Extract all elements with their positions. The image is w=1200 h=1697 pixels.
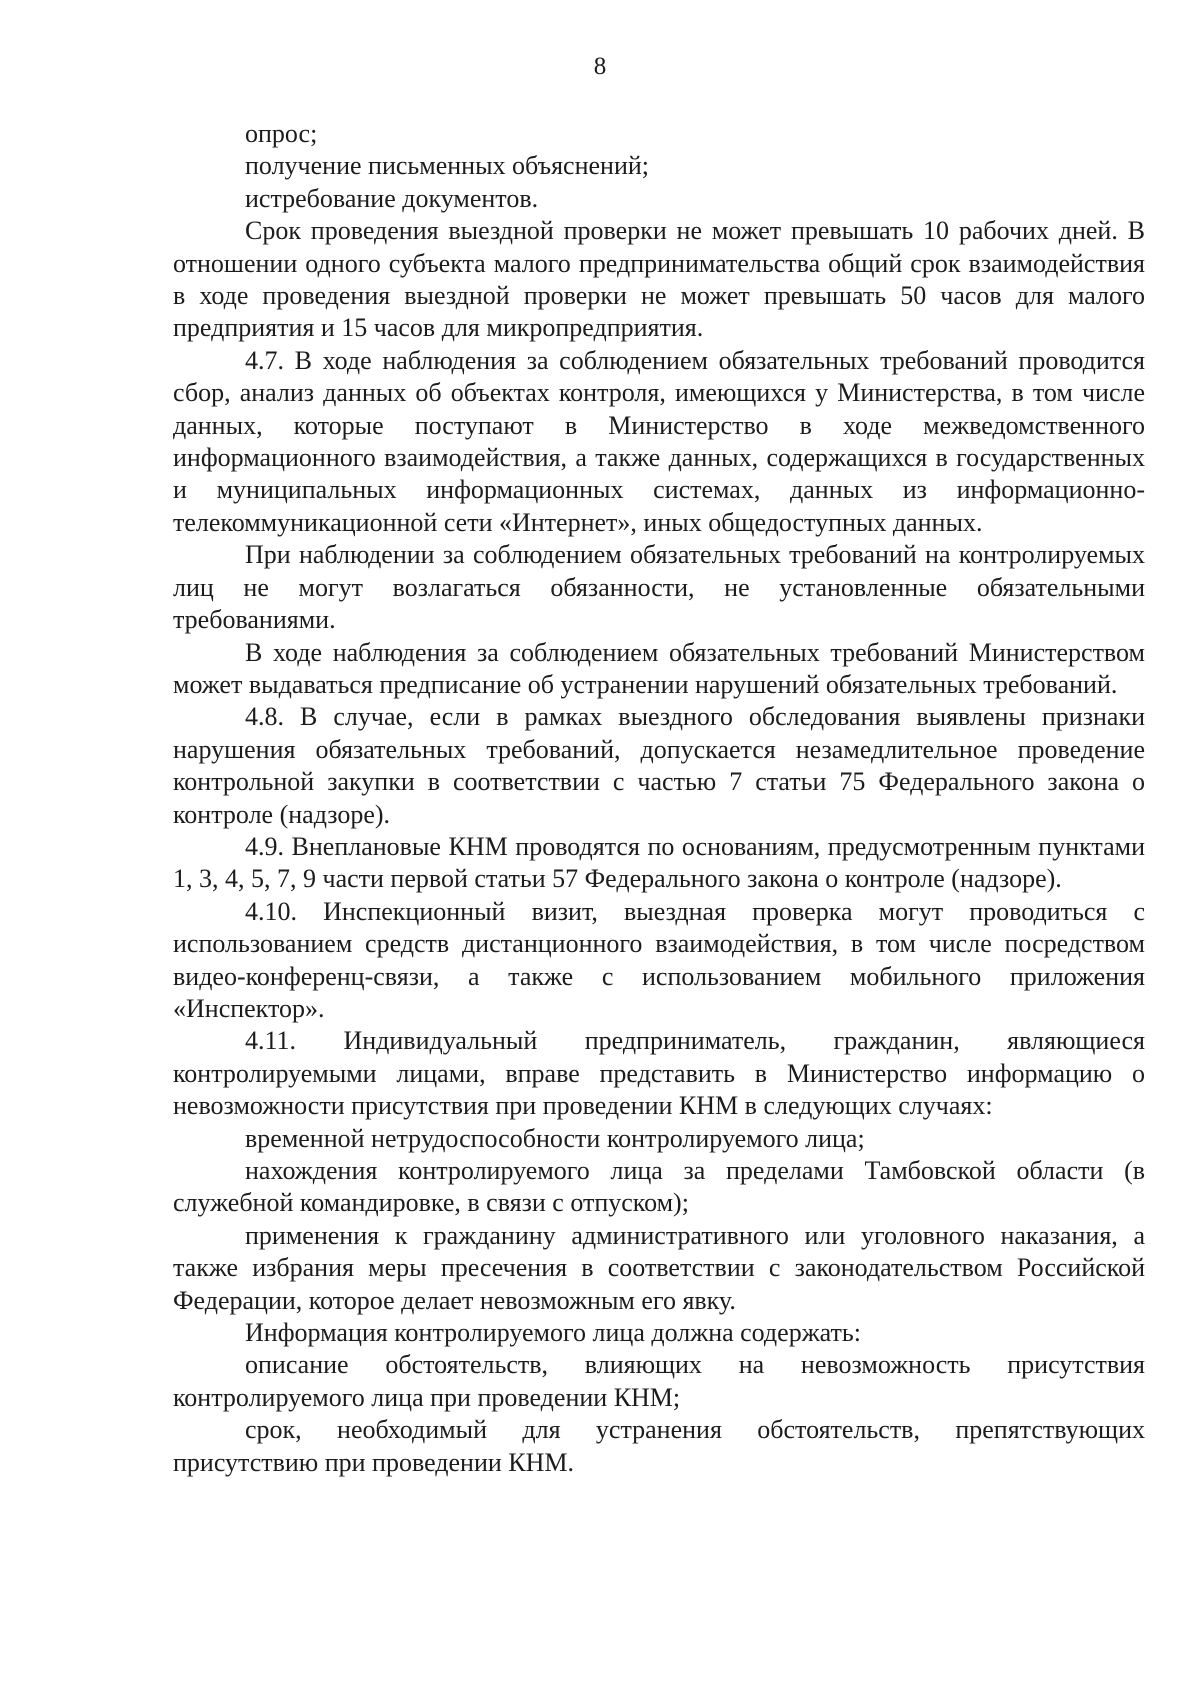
paragraph-section-4-11: 4.11. Индивидуальный предприниматель, гражданин, являющиеся контролируемыми лицами, вправе представить в Министерство информацию о невозможности присутствия при проведении КНМ в следующих случаях: <box>173 1026 1145 1121</box>
paragraph-section-4-10: 4.10. Инспекционный визит, выездная проверка могут проводиться с использованием средств дистанционного взаимодействия, в том числе посредством видео-конференц-связи, а также с использованием мобильного приложения «Инспектор». <box>173 896 1145 1023</box>
paragraph-list-item-explanations: получение письменных объяснений; <box>245 151 649 181</box>
page-number: 8 <box>593 53 607 80</box>
paragraph-information-content: Информация контролируемого лица должна содержать: <box>245 1318 861 1348</box>
paragraph-case-punishment: применения к гражданину административного или уголовного наказания, а также избрания меры пресечения в соответствии с законодательством Российской Федерации, которое делает невозможным его явку. <box>173 1220 1145 1315</box>
paragraph-section-4-9: 4.9. Внеплановые КНМ проводятся по основаниям, предусмотренным пунктами 1, 3, 4, 5, 7, 9 части первой статьи 57 Федерального закона о контроле (надзоре). <box>173 831 1145 894</box>
paragraph-observation-order: В ходе наблюдения за соблюдением обязательных требований Министерством может выдаваться предписание об устранении нарушений обязательных требований. <box>173 637 1145 699</box>
document-body <box>173 118 1145 1479</box>
paragraph-inspection-term: Срок проведения выездной проверки не может превышать 10 рабочих дней. В отношении одного субъекта малого предпринимательства общий срок взаимодействия в ходе проведения выездной проверки не может превышать 50 часов для малого предприятия и 15 часов для микропредприятия. <box>173 216 1145 343</box>
paragraph-case-absence: нахождения контролируемого лица за пределами Тамбовской области (в служебной командировке, в связи с отпуском); <box>173 1156 1145 1218</box>
paragraph-section-4-8: 4.8. В случае, если в рамках выездного обследования выявлены признаки нарушения обязательных требований, допускается незамедлительное проведение контрольной закупки в соответствии с частью 7 статьи 75 Федерального закона о контроле (надзоре). <box>173 702 1145 829</box>
paragraph-case-disability: временной нетрудоспособности контролируемого лица; <box>245 1123 865 1153</box>
paragraph-observation-obligations: При наблюдении за соблюдением обязательных требований на контролируемых лиц не могут возлагаться обязанности, не установленные обязательными требованиями. <box>173 540 1145 635</box>
paragraph-list-item-survey: опрос; <box>245 119 318 148</box>
paragraph-circumstances-description: описание обстоятельств, влияющих на невозможность присутствия контролируемого лица при проведении КНМ; <box>173 1350 1145 1412</box>
paragraph-list-item-documents: истребование документов. <box>245 183 539 213</box>
paragraph-elimination-term: срок, необходимый для устранения обстоятельств, препятствующих присутствию при проведении КНМ. <box>173 1415 1145 1477</box>
paragraph-section-4-7: 4.7. В ходе наблюдения за соблюдением обязательных требований проводится сбор, анализ данных об объектах контроля, имеющихся у Министерства, в том числе данных, которые поступают в Министерство в ходе межведомственного информационного взаимодействия, а также данных, содержащихся в государственных и муниципальных информационных системах, данных из информационно-телекоммуникационной сети «Интернет», иных общедоступных данных. <box>173 345 1145 537</box>
